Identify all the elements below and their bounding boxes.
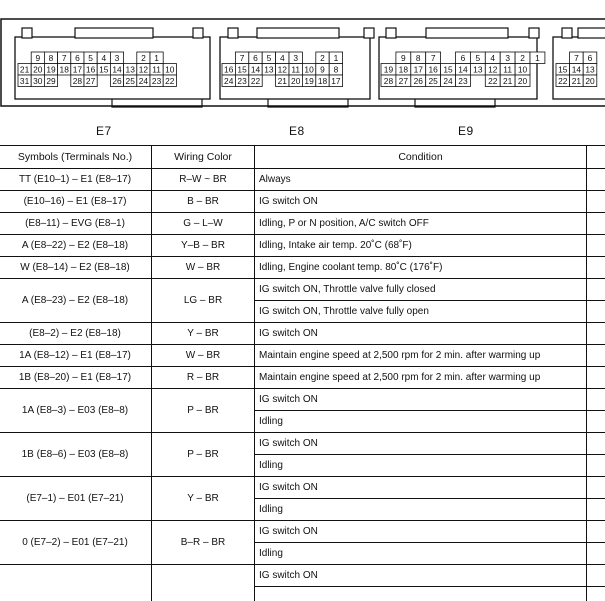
symbol-cell: (E8–11) – EVG (E8–1) xyxy=(0,213,152,235)
pin-number: 29 xyxy=(46,75,56,86)
extra-cell xyxy=(587,213,605,235)
pin-number: 11 xyxy=(152,64,161,75)
header-condition: Condition xyxy=(255,146,587,169)
symbol-cell: (E8–2) – E2 (E8–18) xyxy=(0,323,152,345)
pin-number: 26 xyxy=(413,75,423,86)
pin-number: 21 xyxy=(277,75,287,86)
pin-number: 6 xyxy=(75,52,80,63)
symbol-cell: 1B (E8–20) – E1 (E8–17) xyxy=(0,367,152,389)
pin-number: 4 xyxy=(279,52,285,63)
pin-number: 7 xyxy=(430,52,436,63)
connector-label-e7: E7 xyxy=(96,124,112,138)
pin-number: 12 xyxy=(138,64,149,75)
pin-number: 25 xyxy=(428,75,438,86)
wiring-color-cell: Y – BR xyxy=(152,323,255,345)
pin-number: 4 xyxy=(101,52,107,63)
condition-cell: IG switch ON xyxy=(255,433,587,455)
table-row xyxy=(0,235,605,257)
condition-cell: IG switch ON xyxy=(255,191,587,213)
pin-number: 6 xyxy=(460,52,466,63)
wiring-color-cell: Y – BR xyxy=(152,477,255,521)
extra-cell xyxy=(587,543,605,565)
symbol-cell: (E7–1) – E01 (E7–21) xyxy=(0,477,152,521)
wiring-color-cell: W – BR xyxy=(152,345,255,367)
pin-number: 5 xyxy=(475,52,481,63)
pin-number: 15 xyxy=(237,64,247,75)
pin-number: 20 xyxy=(517,75,528,86)
condition-cell: IG switch ON xyxy=(255,389,587,411)
extra-cell xyxy=(587,499,605,521)
extra-cell xyxy=(587,301,605,323)
table-row xyxy=(0,213,605,235)
pin-number: 23 xyxy=(237,75,247,86)
wiring-color-cell: R–W ~ BR xyxy=(152,169,255,191)
pin-number: 7 xyxy=(61,52,67,63)
condition-cell: Idling xyxy=(255,411,587,433)
wiring-color-cell: G – L–W xyxy=(152,213,255,235)
table-row xyxy=(0,367,605,389)
table-header-row xyxy=(0,146,605,169)
header-symbols: Symbols (Terminals No.) xyxy=(0,146,152,169)
condition-cell: Always xyxy=(255,169,587,191)
wiring-color-cell: Y–B – BR xyxy=(152,235,255,257)
pin-number: 17 xyxy=(331,75,341,86)
connector-ear xyxy=(529,28,539,38)
header-wiring-color: Wiring Color xyxy=(152,146,255,169)
pin-number: 24 xyxy=(138,75,149,86)
wiring-color-cell: P – BR xyxy=(152,389,255,433)
pin-number: 15 xyxy=(99,64,109,75)
pin-number: 11 xyxy=(503,64,513,75)
pin-number: 13 xyxy=(473,64,483,75)
pin-number: 6 xyxy=(253,52,258,63)
wiring-color-cell: LG – BR xyxy=(152,279,255,323)
condition-cell: Idling xyxy=(255,499,587,521)
condition-cell: Idling, P or N position, A/C switch OFF xyxy=(255,213,587,235)
pin-number: 23 xyxy=(458,75,468,86)
symbol-cell: 1A (E8–3) – E03 (E8–8) xyxy=(0,389,152,433)
pin-number: 19 xyxy=(383,64,394,75)
pin-number: 22 xyxy=(488,75,498,86)
connector-ear xyxy=(562,28,572,38)
extra-cell xyxy=(587,345,605,367)
condition-cell xyxy=(255,587,587,601)
pin-number: 24 xyxy=(443,75,453,86)
pin-number: 22 xyxy=(558,75,568,86)
pin-number: 10 xyxy=(517,64,528,75)
extra-cell xyxy=(587,587,605,601)
connector-label-e9: E9 xyxy=(458,124,474,138)
pin-number: 9 xyxy=(35,52,41,63)
pin-number: 2 xyxy=(320,52,325,63)
pin-number: 17 xyxy=(413,64,423,75)
extra-cell xyxy=(587,235,605,257)
pin-number: 27 xyxy=(85,75,96,86)
pin-number: 26 xyxy=(112,75,122,86)
connector-key-tab xyxy=(426,28,508,38)
pin-number: 15 xyxy=(558,64,568,75)
connector-ear xyxy=(22,28,32,38)
pin-number: 23 xyxy=(151,75,162,86)
condition-cell: Idling xyxy=(255,455,587,477)
pin-number: 7 xyxy=(574,52,579,63)
pin-number: 13 xyxy=(585,64,595,75)
symbol-cell: A (E8–23) – E2 (E8–18) xyxy=(0,279,152,323)
pin-number: 27 xyxy=(398,75,409,86)
connector-key-tab xyxy=(257,28,339,38)
pin-number: 8 xyxy=(48,52,54,63)
pin-number: 8 xyxy=(415,52,421,63)
extra-cell xyxy=(587,433,605,455)
table-row xyxy=(0,257,605,279)
pin-number: 2 xyxy=(520,52,525,63)
extra-cell xyxy=(587,279,605,301)
extra-cell xyxy=(587,411,605,433)
symbol-cell: 1B (E8–6) – E03 (E8–8) xyxy=(0,433,152,477)
table-row xyxy=(0,389,605,411)
pin-number: 1 xyxy=(535,52,540,63)
pin-number: 8 xyxy=(333,64,339,75)
pin-number: 4 xyxy=(490,52,496,63)
pin-number: 6 xyxy=(587,52,593,63)
condition-cell: Maintain engine speed at 2,500 rpm for 2 min. after warming up xyxy=(255,367,587,389)
extra-cell xyxy=(587,389,605,411)
wiring-color-cell: P – BR xyxy=(152,433,255,477)
pin-number: 24 xyxy=(224,75,234,86)
pin-number: 22 xyxy=(165,75,175,86)
pin-number: 3 xyxy=(114,52,120,63)
table-row xyxy=(0,323,605,345)
extra-cell xyxy=(587,257,605,279)
extra-cell xyxy=(587,565,605,587)
connector-label-e8: E8 xyxy=(289,124,305,138)
wiring-color-cell: B – BR xyxy=(152,191,255,213)
symbol-cell: W (E8–14) – E2 (E8–18) xyxy=(0,257,152,279)
connector-ear xyxy=(228,28,238,38)
pin-number: 25 xyxy=(125,75,135,86)
condition-cell: IG switch ON xyxy=(255,477,587,499)
terminal-spec-table xyxy=(0,145,605,601)
pin-number: 5 xyxy=(266,52,272,63)
pin-number: 7 xyxy=(239,52,245,63)
extra-cell xyxy=(587,323,605,345)
pin-number: 19 xyxy=(46,64,56,75)
pin-number: 9 xyxy=(401,52,406,63)
pin-number: 11 xyxy=(291,64,301,75)
pin-number: 31 xyxy=(19,75,30,86)
connector-ear xyxy=(364,28,374,38)
wiring-color-cell: W – BR xyxy=(152,257,255,279)
connector-key-tab xyxy=(578,28,605,38)
pin-number: 18 xyxy=(398,64,409,75)
table-row xyxy=(0,477,605,499)
wiring-color-cell: B–R – BR xyxy=(152,521,255,565)
condition-cell: Idling, Intake air temp. 20˚C (68˚F) xyxy=(255,235,587,257)
condition-cell: Maintain engine speed at 2,500 rpm for 2 min. after warming up xyxy=(255,345,587,367)
condition-cell: IG switch ON xyxy=(255,323,587,345)
header-extra-column xyxy=(587,146,605,169)
pin-number: 15 xyxy=(443,64,453,75)
condition-cell: IG switch ON, Throttle valve fully closed xyxy=(255,279,587,301)
pin-number: 3 xyxy=(293,52,299,63)
pin-number: 21 xyxy=(502,75,513,86)
pin-number: 20 xyxy=(33,64,43,75)
pin-number: 16 xyxy=(85,64,96,75)
pin-number: 12 xyxy=(488,64,498,75)
connector-ear xyxy=(193,28,203,38)
table-row xyxy=(0,345,605,367)
table-row xyxy=(0,433,605,455)
terminal-spec-table-wrap xyxy=(0,145,605,601)
pin-number: 10 xyxy=(304,64,314,75)
pin-number: 20 xyxy=(585,75,595,86)
symbol-cell: A (E8–22) – E2 (E8–18) xyxy=(0,235,152,257)
extra-cell xyxy=(587,367,605,389)
table-row xyxy=(0,279,605,301)
pin-number: 28 xyxy=(383,75,394,86)
wiring-color-cell: R – BR xyxy=(152,367,255,389)
pin-number: 21 xyxy=(571,75,582,86)
symbol-cell: TT (E10–1) – E1 (E8–17) xyxy=(0,169,152,191)
pin-number: 3 xyxy=(505,52,510,63)
symbol-cell: (E10–16) – E1 (E8–17) xyxy=(0,191,152,213)
pin-number: 10 xyxy=(165,64,175,75)
table-row xyxy=(0,191,605,213)
table-row xyxy=(0,521,605,543)
pin-number: 20 xyxy=(291,75,301,86)
pin-number: 19 xyxy=(304,75,314,86)
extra-cell xyxy=(587,477,605,499)
table-row xyxy=(0,565,605,587)
pin-number: 17 xyxy=(72,64,83,75)
pin-number: 14 xyxy=(571,64,582,75)
pin-number: 1 xyxy=(154,52,159,63)
pin-number: 30 xyxy=(33,75,43,86)
pin-number: 2 xyxy=(141,52,146,63)
pin-number: 13 xyxy=(125,64,135,75)
symbol-cell: 0 (E7–2) – E01 (E7–21) xyxy=(0,521,152,565)
extra-cell xyxy=(587,521,605,543)
pin-number: 14 xyxy=(112,64,122,75)
pin-number: 21 xyxy=(19,64,30,75)
extra-cell xyxy=(587,169,605,191)
condition-cell: IG switch ON, Throttle valve fully open xyxy=(255,301,587,323)
table-row xyxy=(0,169,605,191)
condition-cell: IG switch ON xyxy=(255,565,587,587)
extra-cell xyxy=(587,191,605,213)
wiring-color-cell xyxy=(152,565,255,601)
symbol-cell: 1A (E8–12) – E1 (E8–17) xyxy=(0,345,152,367)
pin-number: 1 xyxy=(333,52,339,63)
condition-cell: IG switch ON xyxy=(255,521,587,543)
pin-number: 14 xyxy=(250,64,261,75)
pin-number: 13 xyxy=(264,64,274,75)
condition-cell: Idling xyxy=(255,543,587,565)
pin-number: 18 xyxy=(317,75,328,86)
connector-ear xyxy=(386,28,396,38)
pin-number: 22 xyxy=(250,75,261,86)
table-body xyxy=(0,169,605,601)
pin-number: 18 xyxy=(59,64,69,75)
pin-number: 28 xyxy=(72,75,83,86)
symbol-cell xyxy=(0,565,152,601)
pin-number: 14 xyxy=(458,64,468,75)
pin-number: 16 xyxy=(428,64,438,75)
connector-key-tab xyxy=(75,28,153,38)
pin-number: 9 xyxy=(320,64,325,75)
pin-number: 12 xyxy=(277,64,287,75)
condition-cell: Idling, Engine coolant temp. 80˚C (176˚F) xyxy=(255,257,587,279)
pin-number: 16 xyxy=(224,64,234,75)
pin-number: 5 xyxy=(88,52,93,63)
extra-cell xyxy=(587,455,605,477)
